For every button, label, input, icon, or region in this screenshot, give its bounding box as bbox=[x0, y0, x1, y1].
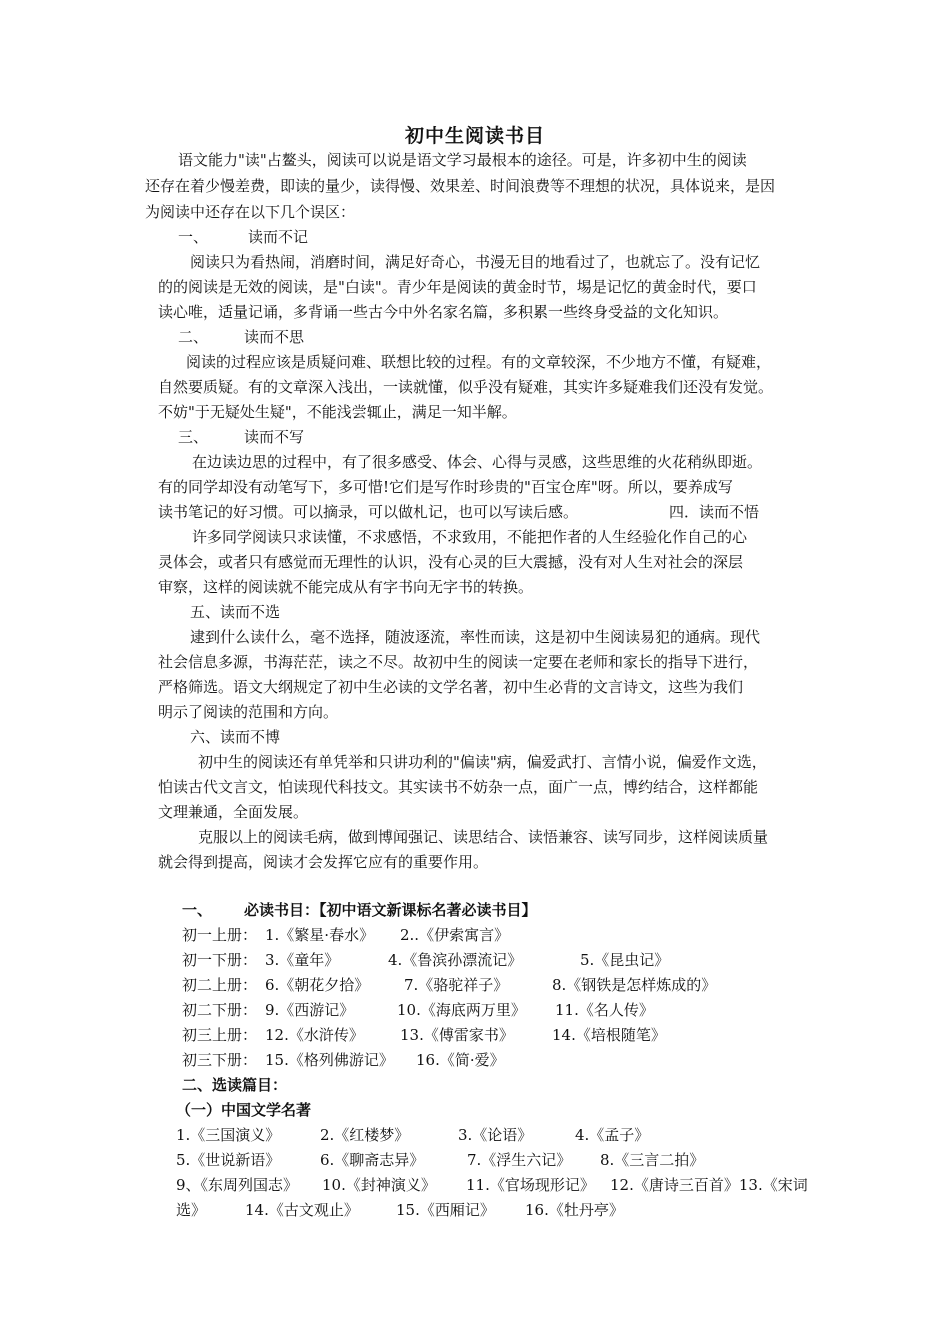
paragraph-line: 自然要质疑。有的文章深入浅出，一读就懂，似乎没有疑难，其实许多疑难我们还没有发觉。 bbox=[158, 378, 774, 396]
section-number: 二、 bbox=[178, 328, 209, 346]
section-number: 一、 bbox=[178, 228, 209, 246]
book-item: 5.《昆虫记》 bbox=[580, 951, 670, 969]
book-item: 2..《伊索寓言》 bbox=[400, 926, 510, 944]
book-item: 14.《培根随笔》 bbox=[552, 1026, 666, 1044]
grade-label: 初一上册： bbox=[182, 926, 258, 944]
paragraph-line: 读心唯，适量记诵，多背诵一些古今中外名家名篇，多积累一些终身受益的文化知识。 bbox=[158, 303, 729, 321]
paragraph-line: 不妨"于无疑处生疑"，不能浅尝辄止，满足一知半解。 bbox=[158, 403, 517, 421]
book-item: 9、《东周列国志》 bbox=[176, 1176, 299, 1194]
book-item: 13.《傅雷家书》 bbox=[400, 1026, 514, 1044]
book-item: 3.《童年》 bbox=[265, 951, 340, 969]
book-item: 12.《水浒传》 bbox=[265, 1026, 364, 1044]
paragraph-line: 社会信息多源，书海茫茫，读之不尽。故初中生的阅读一定要在老师和家长的指导下进行， bbox=[158, 653, 759, 671]
section-heading: 五、读而不选 bbox=[190, 603, 281, 621]
book-item: 10.《封神演义》 bbox=[322, 1176, 436, 1194]
book-item: 15.《西厢记》 bbox=[396, 1201, 495, 1219]
required-reading-heading: 必读书目：【初中语文新课标名著必读书目】 bbox=[244, 901, 537, 919]
book-item: 2.《红楼梦》 bbox=[320, 1126, 410, 1144]
paragraph-line: 许多同学阅读只求读懂，不求感悟，不求致用，不能把作者的人生经验化作自己的心 bbox=[192, 528, 748, 546]
section-heading: 六、读而不博 bbox=[190, 728, 281, 746]
book-item: 11.《名人传》 bbox=[555, 1001, 654, 1019]
book-item: 15.《格列佛游记》 bbox=[265, 1051, 394, 1069]
book-item: 8.《钢铁是怎样炼成的》 bbox=[552, 976, 717, 994]
book-item: 9.《西游记》 bbox=[265, 1001, 355, 1019]
paragraph-line: 文理兼通，全面发展。 bbox=[158, 803, 309, 821]
book-item: 14.《古文观止》 bbox=[245, 1201, 359, 1219]
paragraph-line: 严格筛选。语文大纲规定了初中生必读的文学名著，初中生必背的文言诗文，这些为我们 bbox=[158, 678, 744, 696]
section-heading: 读而不思 bbox=[244, 328, 305, 346]
book-item: 6.《朝花夕拾》 bbox=[265, 976, 370, 994]
paragraph-line: 读书笔记的好习惯。可以摘录，可以做札记，也可以写读后感。 bbox=[158, 503, 579, 521]
book-item: 选》 bbox=[176, 1201, 207, 1219]
section-heading: 读而不记 bbox=[248, 228, 309, 246]
paragraph-line: 初中生的阅读还有单凭举和只讲功利的"偏读"病，偏爱武打、言情小说，偏爱作文选， bbox=[198, 753, 767, 771]
book-item: 1.《三国演义》 bbox=[176, 1126, 281, 1144]
paragraph-line: 逮到什么读什么，毫不选择，随波逐流，率性而读，这是初中生阅读易犯的通病。现代 bbox=[190, 628, 761, 646]
book-item: 12.《唐诗三百首》13.《宋词 bbox=[610, 1176, 808, 1194]
book-item: 16.《简·爱》 bbox=[416, 1051, 505, 1069]
book-item: 7.《骆驼祥子》 bbox=[404, 976, 509, 994]
optional-reading-heading: 二、选读篇目： bbox=[182, 1076, 288, 1094]
book-item: 8.《三言二拍》 bbox=[600, 1151, 705, 1169]
grade-label: 初二下册： bbox=[182, 1001, 258, 1019]
paragraph-line: 明示了阅读的范围和方向。 bbox=[158, 703, 339, 721]
paragraph-line: 审察，这样的阅读就不能完成从有字书向无字书的转换。 bbox=[158, 578, 534, 596]
grade-label: 初一下册： bbox=[182, 951, 258, 969]
paragraph-line: 克服以上的阅读毛病，做到博闻强记、读思结合、读悟兼容、读写同步，这样阅读质量 bbox=[198, 828, 769, 846]
intro-line: 为阅读中还存在以下几个误区： bbox=[145, 203, 356, 221]
book-item: 16.《牡丹亭》 bbox=[525, 1201, 624, 1219]
grade-label: 初二上册： bbox=[182, 976, 258, 994]
section-heading: 四．读而不悟 bbox=[669, 503, 760, 521]
book-item: 10.《海底两万里》 bbox=[397, 1001, 526, 1019]
book-item: 4.《鲁滨孙漂流记》 bbox=[388, 951, 523, 969]
paragraph-line: 灵体会，或者只有感觉而无理性的认识，没有心灵的巨大震撼，没有对人生对社会的深层 bbox=[158, 553, 744, 571]
section-heading: 读而不写 bbox=[244, 428, 305, 446]
book-item: 4.《孟子》 bbox=[575, 1126, 650, 1144]
optional-subheading: （一）中国文学名著 bbox=[176, 1101, 312, 1119]
paragraph-line: 的的阅读是无效的阅读，是"白读"。青少年是阅读的黄金时节，埸是记忆的黄金时代，要口 bbox=[158, 278, 757, 296]
intro-line: 语文能力"读"占鳌头，阅读可以说是语文学习最根本的途径。可是，许多初中生的阅读 bbox=[178, 151, 747, 169]
paragraph-line: 在边读边思的过程中，有了很多感受、体会、心得与灵感，这些思维的火花稍纵即逝。 bbox=[192, 453, 763, 471]
book-item: 3.《论语》 bbox=[458, 1126, 533, 1144]
grade-label: 初三下册： bbox=[182, 1051, 258, 1069]
intro-line: 还存在着少慢差费，即读的量少，读得慢、效果差、时间浪费等不理想的状况，具体说来，是因 bbox=[145, 177, 776, 195]
paragraph-line: 阅读只为看热闹，消磨时间，满足好奇心，书漫无目的地看过了，也就忘了。没有记忆 bbox=[190, 253, 761, 271]
grade-label: 初三上册： bbox=[182, 1026, 258, 1044]
list-number: 一、 bbox=[182, 901, 213, 919]
section-number: 三、 bbox=[178, 428, 209, 446]
book-item: 6.《聊斋志异》 bbox=[320, 1151, 425, 1169]
paragraph-line: 阅读的过程应该是质疑问难、联想比较的过程。有的文章较深，不少地方不懂，有疑难， bbox=[186, 353, 772, 371]
paragraph-line: 有的同学却没有动笔写下，多可惜!它们是写作时珍贵的"百宝仓库"呀。所以，要养成写 bbox=[158, 478, 733, 496]
paragraph-line: 就会得到提高，阅读才会发挥它应有的重要作用。 bbox=[158, 853, 489, 871]
book-item: 7.《浮生六记》 bbox=[467, 1151, 572, 1169]
book-item: 11.《官场现形记》 bbox=[466, 1176, 595, 1194]
page-title: 初中生阅读书目 bbox=[404, 125, 545, 147]
book-item: 5.《世说新语》 bbox=[176, 1151, 281, 1169]
paragraph-line: 怕读古代文言文，怕读现代科技文。其实读书不妨杂一点，面广一点，博约结合，这样都能 bbox=[158, 778, 759, 796]
book-item: 1.《繁星·春水》 bbox=[265, 926, 375, 944]
